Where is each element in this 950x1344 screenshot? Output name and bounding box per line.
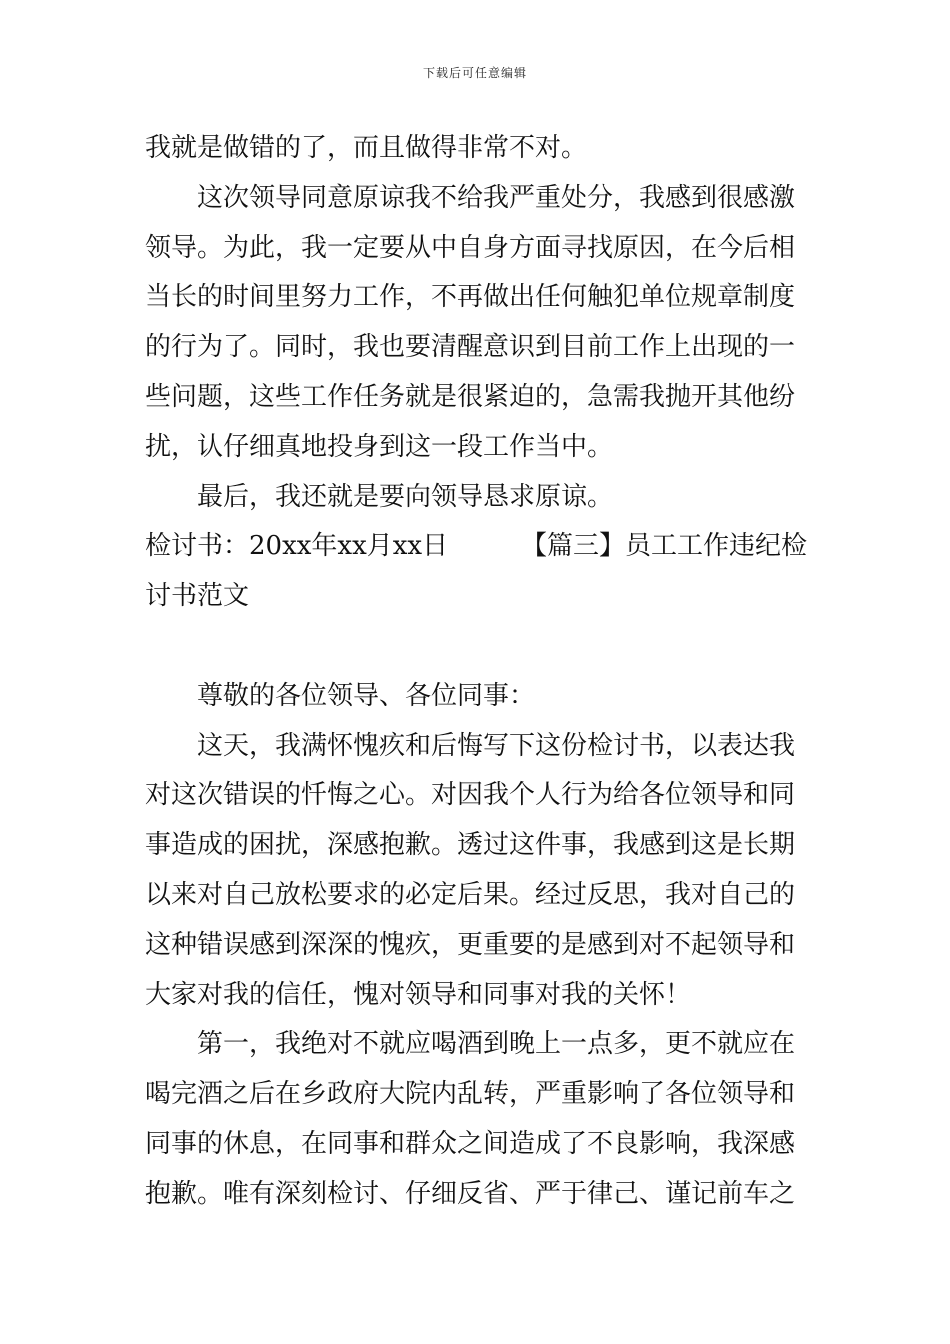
body-line: 这种错误感到深深的愧疚，更重要的是感到对不起领导和 [145,929,796,960]
body-line: 当长的时间里努力工作，不再做出任何触犯单位规章制度 [145,282,796,313]
page-header: 下载后可任意编辑 [422,66,527,80]
body-line: 我就是做错的了，而且做得非常不对。 [145,133,588,163]
body-line: 这次领导同意原谅我不给我严重处分，我感到很感激 [197,182,796,213]
salutation: 尊敬的各位领导、各位同事： [197,680,536,711]
body-line: 大家对我的信任，愧对领导和同事对我的关怀！ [145,979,692,1010]
body-line: 事造成的困扰，深感抱歉。透过这件事，我感到这是长期 [145,830,796,861]
body-line: 这天，我满怀愧疚和后悔写下这份检讨书，以表达我 [197,730,796,761]
body-line: 的行为了。同时，我也要清醒意识到目前工作上出现的一 [145,332,796,363]
body-line: 最后，我还就是要向领导恳求原谅。 [197,481,614,512]
body-line: 喝完酒之后在乡政府大院内乱转，严重影响了各位领导和 [145,1079,796,1110]
body-line: 领导。为此，我一定要从中自身方面寻找原因，在今后相 [145,232,796,263]
body-line: 扰，认仔细真地投身到这一段工作当中。 [145,431,614,462]
blank-line [145,622,807,672]
signature-date: 检讨书：20xx年xx月xx日 [145,531,449,562]
body-line: 对这次错误的忏悔之心。对因我个人行为给各位领导和同 [145,780,796,811]
body-line: 第一，我绝对不就应喝酒到晚上一点多，更不就应在 [197,1029,796,1060]
body-line: 些问题，这些工作任务就是很紧迫的，急需我抛开其他纷 [145,381,796,412]
body-line: 同事的休息，在同事和群众之间造成了不良影响，我深感 [145,1128,796,1159]
date-and-section-line [145,522,807,572]
document-body [145,124,807,1220]
section-heading-continued: 讨书范文 [145,581,250,612]
section-heading: 【篇三】员工工作违纪检 [520,531,807,562]
body-line: 以来对自己放松要求的必定后果。经过反思，我对自己的 [145,879,796,910]
body-line: 抱歉。唯有深刻检讨、仔细反省、严于律己、谨记前车之 [145,1178,796,1209]
